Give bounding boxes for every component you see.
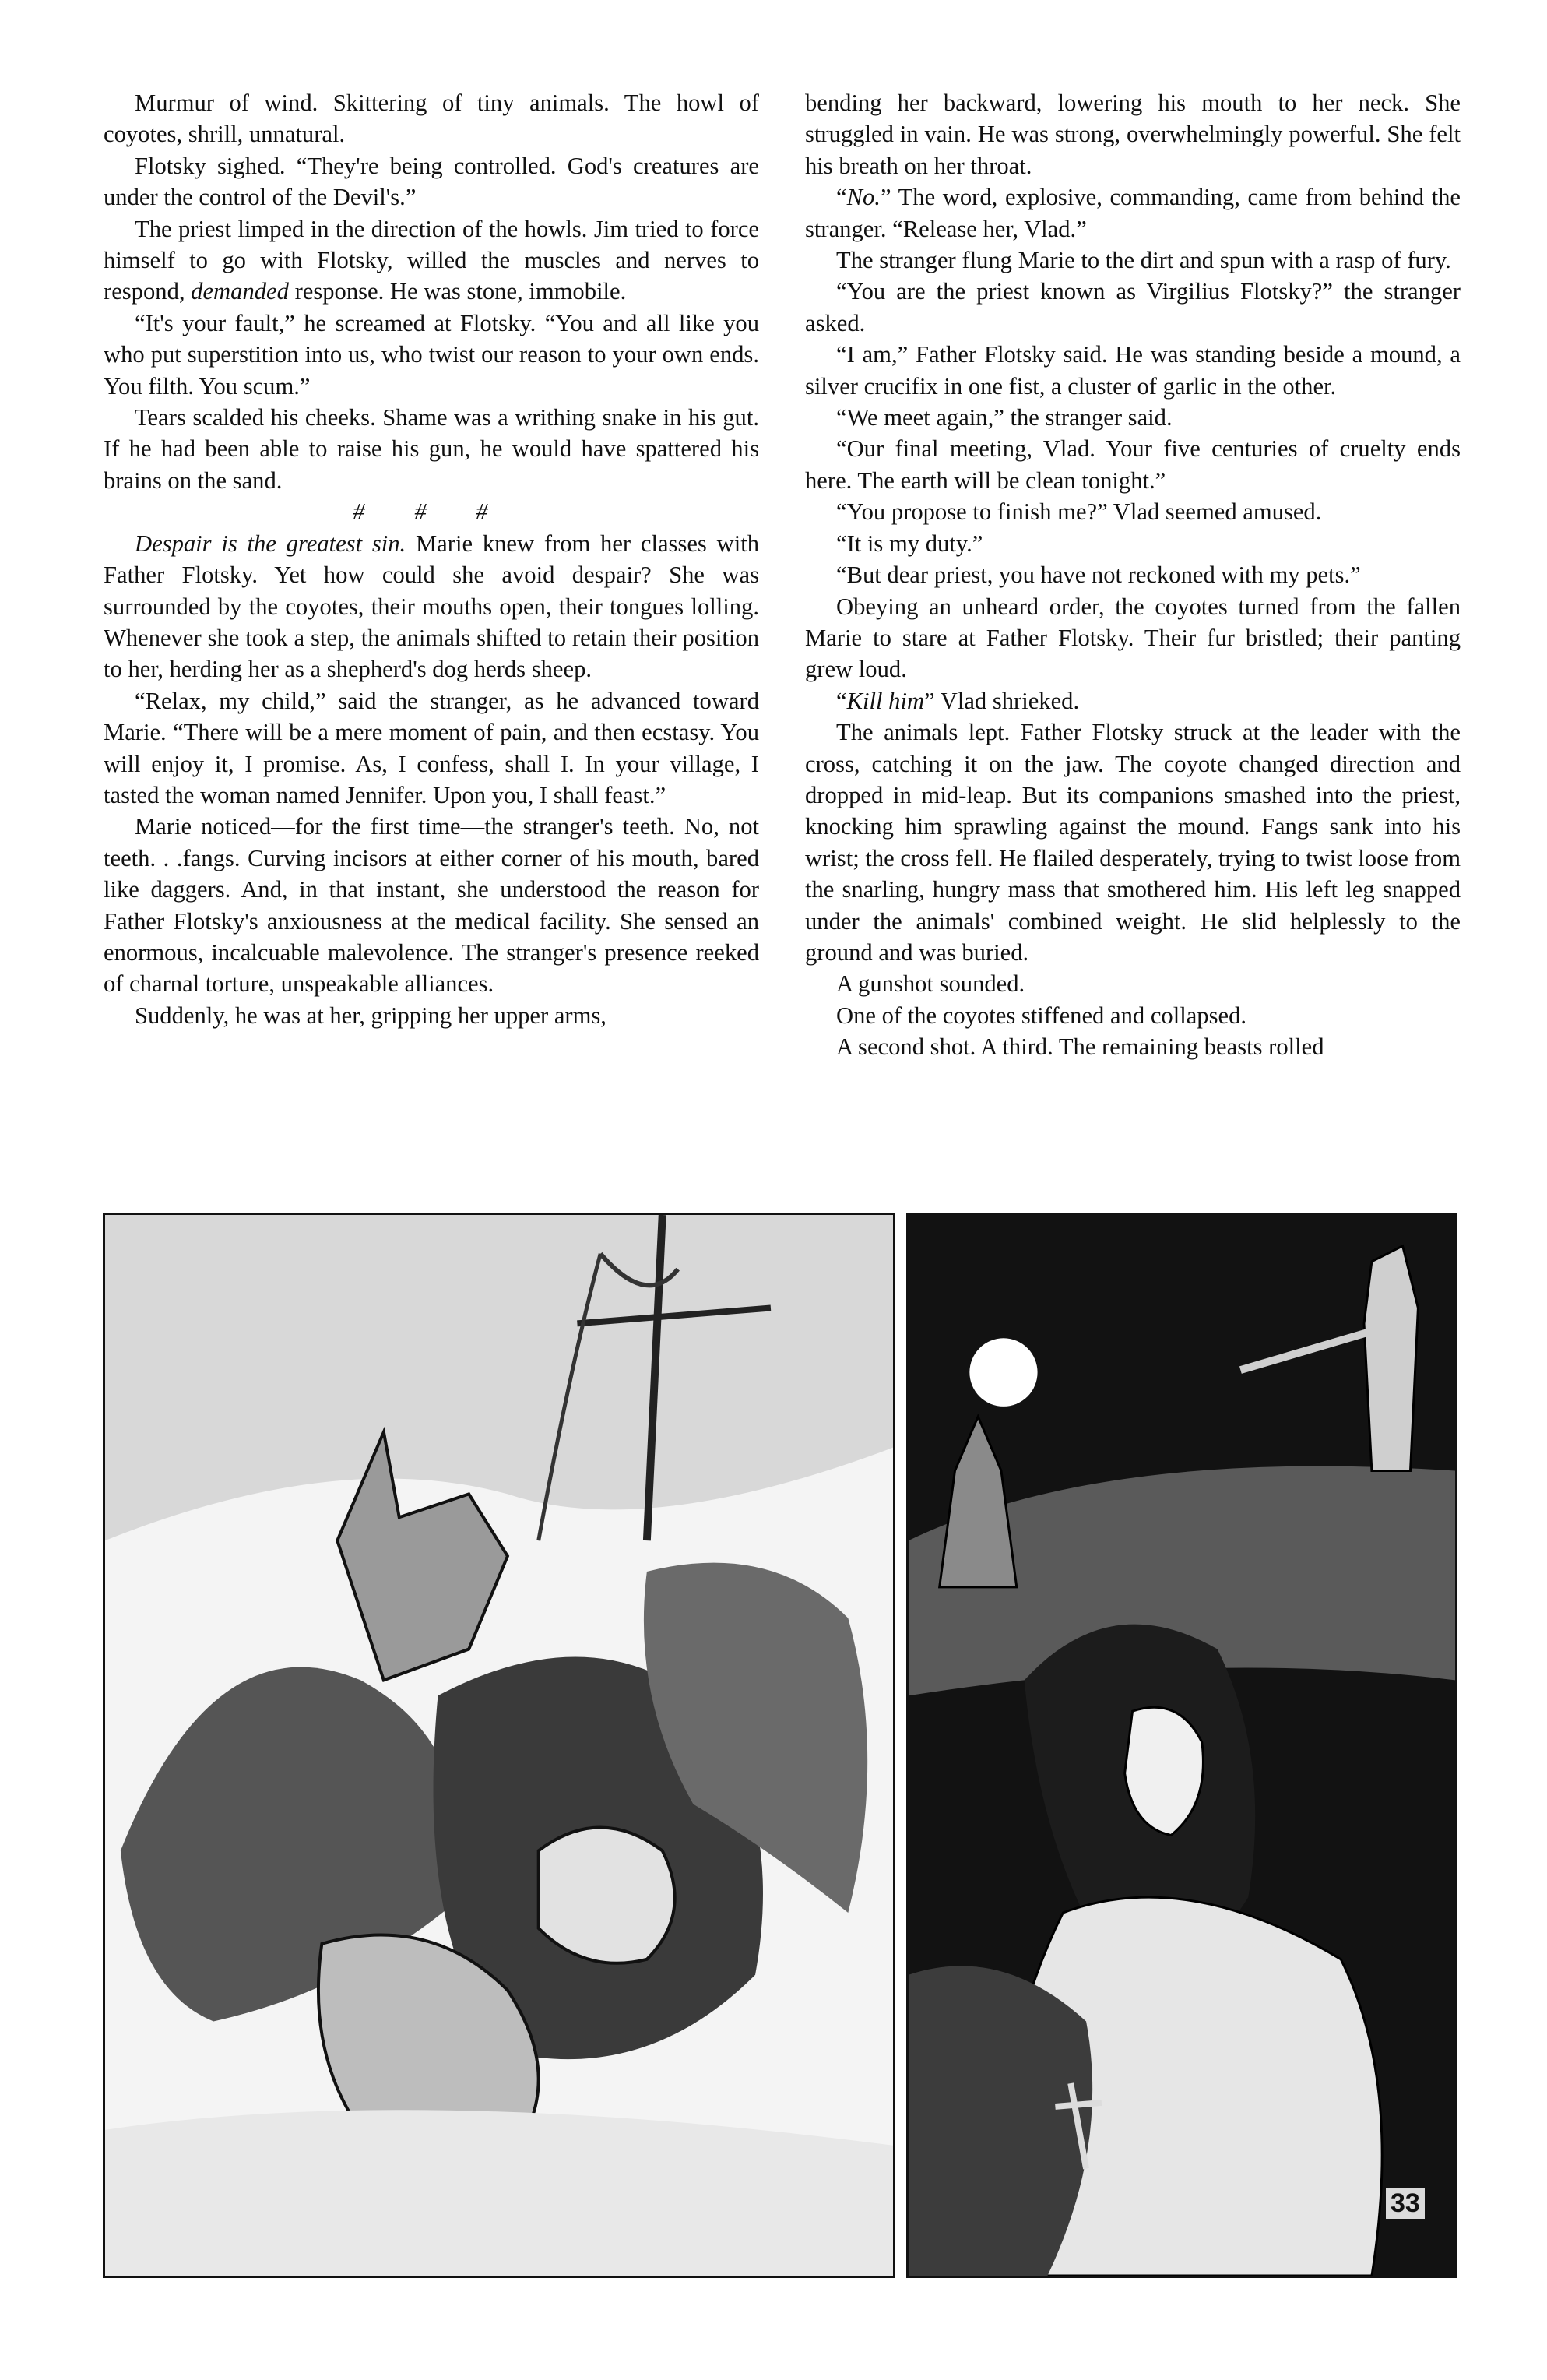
crucifix-horizontal: [1055, 2103, 1101, 2107]
right-text-column: [805, 87, 1461, 1063]
paragraph: [104, 213, 759, 308]
emphasis-text: demanded: [191, 278, 289, 305]
paragraph: [805, 716, 1461, 968]
text-run: The animals lept. Father Flotsky struck at the leader with the cross, catching it on the jaw. The coyote changed direction and dropped in mid-leap. But its companions smashed into the priest, knocking him sprawling against the mound. Fangs sank into his wrist; the cross fell. He flailed desperately, trying to twist loose from the snarling, hungry mass that smothered him. His left leg snapped under the animals' combined weight. He slid helplessly to the ground and was buried.: [805, 719, 1461, 966]
text-run: response. He was stone, immobile.: [288, 278, 627, 305]
text-run: ” Vlad shrieked.: [924, 687, 1080, 714]
text-run: Murmur of wind. Skittering of tiny animals. The howl of coyotes, shrill, unnatural.: [104, 90, 759, 148]
text-run: A second shot. A third. The remaining beasts rolled: [836, 1033, 1324, 1061]
coyote-pack-illustration: [105, 1215, 893, 2276]
text-run: # # #: [353, 498, 510, 526]
illustration-panel-marie-and-gunman: [906, 1213, 1457, 2278]
paragraph: [805, 1031, 1461, 1062]
paragraph: [104, 811, 759, 999]
paragraph: [805, 402, 1461, 433]
illustration-panel-coyotes-attack: [103, 1213, 895, 2278]
paragraph: [805, 181, 1461, 245]
text-run: “We meet again,” the stranger said.: [836, 404, 1173, 431]
section-separator: [104, 496, 759, 527]
marie-gunman-illustration: [909, 1215, 1455, 2276]
text-run: Obeying an unheard order, the coyotes turned from the fallen Marie to stare at Father Flotsky. Their fur bristled; their panting grew loud.: [805, 593, 1461, 683]
page-number: 33: [1386, 2188, 1425, 2219]
fallen-priest: [909, 1966, 1092, 2276]
left-text-column: [104, 87, 759, 1031]
paragraph: [104, 685, 759, 812]
text-run: Flotsky sighed. “They're being controlled. God's creatures are under the control of the Devil's.”: [104, 152, 759, 211]
paragraph: [805, 591, 1461, 685]
text-run: “I am,” Father Flotsky said. He was standing beside a mound, a silver crucifix in one fist, a cluster of garlic in the other.: [805, 341, 1461, 400]
paragraph: [104, 528, 759, 685]
text-run: A gunshot sounded.: [836, 970, 1025, 998]
paragraph: [805, 87, 1461, 181]
priest-figure: [539, 1828, 675, 1963]
text-run: bending her backward, lowering his mouth to her neck. She struggled in vain. He was strong, overwhelmingly powerful. She felt his breath on her throat.: [805, 90, 1461, 179]
text-run: Marie knew from her classes with Father Flotsky. Yet how could she avoid despair? She was surrounded by the coyotes, their mouths open, their tongues lolling. Whenever she took a step, the animals shifted to retain their position to her, herding her as a shepherd's dog herds sheep.: [104, 530, 759, 683]
paragraph: [805, 685, 1461, 716]
paragraph: [805, 276, 1461, 339]
paragraph: [104, 308, 759, 402]
text-run: “But dear priest, you have not reckoned with my pets.”: [836, 562, 1361, 589]
paragraph: [805, 528, 1461, 559]
emphasis-text: Despair is the greatest sin.: [135, 530, 406, 557]
text-run: The priest limped in the direction of the howls. Jim tried to force himself to go with Flotsky, willed the muscles and nerves to respond,: [104, 215, 759, 305]
paragraph: [805, 245, 1461, 276]
paragraph: [805, 339, 1461, 402]
text-run: “It's your fault,” he screamed at Flotsky. “You and all like you who put superstition into us, who twist our reason to your own ends. You filth. You scum.”: [104, 309, 759, 400]
text-run: “: [836, 184, 847, 211]
paragraph: [104, 1000, 759, 1031]
text-run: “Our final meeting, Vlad. Your five centuries of cruelty ends here. The earth will be clean tonight.”: [805, 435, 1461, 494]
paragraph: [805, 1000, 1461, 1031]
text-run: “: [836, 687, 847, 714]
paragraph: [805, 433, 1461, 496]
emphasis-text: Kill him: [846, 687, 925, 714]
text-run: ” The word, explosive, commanding, came from behind the stranger. “Release her, Vlad.”: [805, 184, 1461, 242]
text-run: “Relax, my child,” said the stranger, as he advanced toward Marie. “There will be a mere moment of pain, and then ecstasy. You will enjoy it, I promise. As, I confess, shall I. In your village, I tasted the woman named Jennifer. Upon you, I shall feast.”: [104, 687, 759, 808]
text-run: “It is my duty.”: [836, 530, 983, 557]
text-run: Marie noticed—for the first time—the stranger's teeth. No, not teeth. . .fangs. Curving incisors at either corner of his mouth, bared like daggers. And, in that instant, she understood the reason for Father Flotsky's anxiousness at the medical facility. She sensed an enormous, incalcuable malevolence. The stranger's presence reeked of charnal torture, unspeakable alliances.: [104, 813, 759, 998]
gunman-figure: [1364, 1246, 1418, 1471]
paragraph: [104, 150, 759, 213]
paragraph: [104, 87, 759, 150]
ground-foreground: [105, 2110, 893, 2276]
emphasis-text: No.: [846, 184, 881, 211]
text-run: “You propose to finish me?” Vlad seemed amused.: [836, 498, 1322, 526]
paragraph: [104, 402, 759, 496]
text-run: One of the coyotes stiffened and collapsed.: [836, 1002, 1247, 1029]
paragraph: [805, 496, 1461, 527]
paragraph: [805, 968, 1461, 999]
text-run: Suddenly, he was at her, gripping her upper arms,: [135, 1002, 606, 1029]
full-moon: [969, 1338, 1037, 1407]
paragraph: [805, 559, 1461, 590]
text-run: “You are the priest known as Virgilius Flotsky?” the stranger asked.: [805, 278, 1461, 336]
text-run: Tears scalded his cheeks. Shame was a writhing snake in his gut. If he had been able to raise his gun, he would have spattered his brains on the sand.: [104, 404, 759, 494]
text-run: The stranger flung Marie to the dirt and spun with a rasp of fury.: [836, 247, 1451, 274]
